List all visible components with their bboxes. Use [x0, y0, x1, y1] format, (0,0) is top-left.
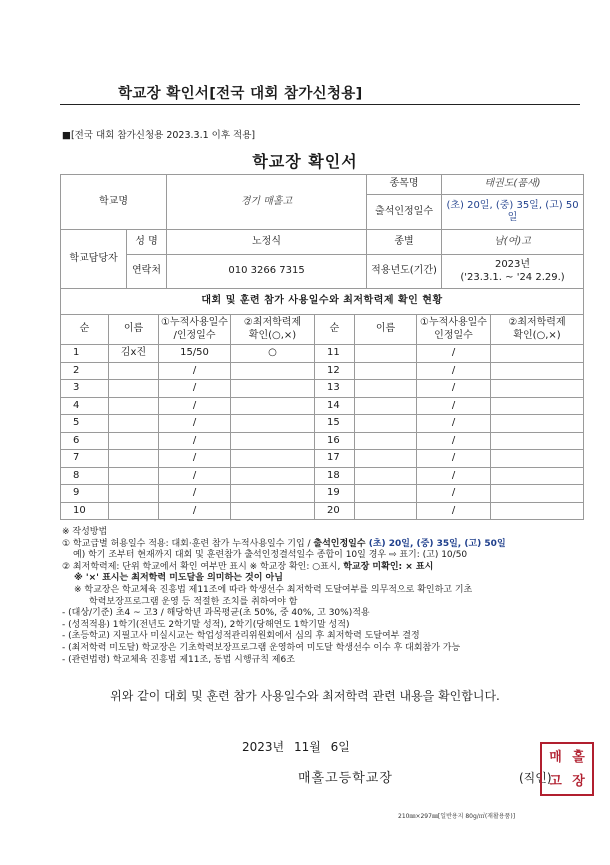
row-no: 9: [61, 485, 109, 503]
row-name: [109, 450, 159, 468]
confirmation-statement: 위와 같이 대회 및 훈련 참가 사용일수와 최저학력 관련 내용을 확인합니다.: [110, 689, 500, 703]
detail-elementary: - (초등학교) 지필고사 미실시교는 학업성적관리위원회에서 심의 후 최저학력 도달여부 결정: [62, 631, 420, 642]
col-days-right: ①누적사용일수 인정일수: [417, 315, 491, 345]
row-no: 5: [61, 415, 109, 433]
applicability-note: ■[전국 대회 참가신청용 2023.3.1 이후 적용]: [62, 130, 256, 141]
contact-value: 010 3266 7315: [167, 255, 367, 289]
row-days: /: [159, 397, 231, 415]
school-value: 경기 매홀고: [167, 175, 367, 230]
row-name: [355, 485, 417, 503]
row-acad: [491, 467, 584, 485]
row-no: 3: [61, 380, 109, 398]
row-acad: [231, 467, 315, 485]
row-days: /: [417, 362, 491, 380]
row-name: [109, 467, 159, 485]
seal-char: 장: [572, 774, 585, 789]
row-name: [355, 432, 417, 450]
row-name: [355, 397, 417, 415]
note-2-x: ※ '×' 표시는 최저학력 미도달을 의미하는 것이 아님: [74, 573, 283, 584]
document-title: 학교장 확인서: [252, 152, 358, 171]
row-no: 8: [61, 467, 109, 485]
row-days: /: [159, 432, 231, 450]
issue-date: 2023년 11월 6일: [242, 740, 350, 754]
row-acad: [231, 432, 315, 450]
row-name: [355, 362, 417, 380]
col-name-left: 이름: [109, 315, 159, 345]
row-name: [355, 450, 417, 468]
row-days: /: [417, 380, 491, 398]
row-no: 2: [61, 362, 109, 380]
detail-target: - (대상/기준) 초4 ~ 고3 / 해당학년 과목평균(초 50%, 중 40%, 고 30%)적용: [62, 608, 370, 619]
row-name: [355, 502, 417, 520]
row-name: [109, 415, 159, 433]
note-1-example: 예) 학기 조부터 현재까지 대회 및 훈련참가 출석인정결석일수 종합이 10일 경우 ⇨ 표기: (고) 10/50: [73, 550, 468, 561]
row-acad: [231, 397, 315, 415]
row-acad: [231, 362, 315, 380]
table-row: [61, 450, 584, 468]
row-days: /: [159, 502, 231, 520]
row-no: 6: [61, 432, 109, 450]
seal-label: (직인): [519, 771, 552, 785]
row-acad: [491, 397, 584, 415]
row-name: [355, 467, 417, 485]
year-label: 적용년도(기간): [367, 255, 442, 289]
note-1: ① 학교급별 허용일수 적용: 대회·훈련 참가 누적사용일수 기입 / 출석인정일수 (초) 20일, (중) 35일, (고) 50일: [62, 538, 506, 549]
row-acad: [231, 502, 315, 520]
seal-char: 홀: [572, 750, 585, 765]
paper-spec: 210㎜×297㎜[일반용지 80g/㎡(재활용품)]: [398, 813, 516, 820]
days-label: 출석인정일수: [367, 195, 442, 230]
row-name: [109, 397, 159, 415]
row-name: [109, 485, 159, 503]
row-days: /: [417, 467, 491, 485]
instructions: [62, 527, 592, 666]
col-no-right: 순: [315, 315, 355, 345]
col-no-left: 순: [61, 315, 109, 345]
row-days: /: [159, 450, 231, 468]
row-days: /: [417, 502, 491, 520]
event-label: 종목명: [367, 175, 442, 195]
note-2-duty: ※ 학교장은 학교체육 진흥법 제11조에 따라 학생선수 최저학력 도달여부를 의무적으로 확인하고 기초: [74, 584, 473, 595]
row-days: /: [417, 485, 491, 503]
table-row: [61, 345, 584, 363]
row-acad: ○: [231, 345, 315, 363]
name-label: 성 명: [127, 230, 167, 255]
row-name: [109, 432, 159, 450]
row-acad: [491, 450, 584, 468]
row-no: 18: [315, 467, 355, 485]
row-acad: [231, 485, 315, 503]
header-title: 학교장 확인서[전국 대회 참가신청용]: [118, 86, 363, 102]
row-days: 15/50: [159, 345, 231, 363]
section-title: 대회 및 훈련 참가 사용일수와 최저학력제 확인 현황: [61, 289, 584, 315]
seal-char: 고: [549, 774, 562, 789]
contact-label: 연락처: [127, 255, 167, 289]
row-no: 16: [315, 432, 355, 450]
year-value: [442, 255, 584, 289]
year-value-period: ('23.3.1. ~ '24 2.29.): [460, 271, 565, 283]
row-acad: [491, 485, 584, 503]
row-days: /: [159, 485, 231, 503]
row-name: [109, 502, 159, 520]
row-no: 11: [315, 345, 355, 363]
row-days: /: [417, 432, 491, 450]
table-row: [61, 467, 584, 485]
table-row: [61, 380, 584, 398]
note-2-duty-cont: 학력보장프로그램 운영 등 적절한 조치를 취하여야 함: [89, 596, 298, 607]
row-name: [109, 362, 159, 380]
row-no: 13: [315, 380, 355, 398]
row-acad: [491, 345, 584, 363]
row-days: /: [417, 345, 491, 363]
teacher-label: 학교담당자: [61, 230, 127, 289]
info-table: [60, 174, 584, 315]
year-value-year: 2023년: [494, 259, 531, 270]
col-acad-left: ②최저학력제 확인(○,×): [231, 315, 315, 345]
school-label: 학교명: [61, 175, 167, 230]
col-days-left: ①누적사용일수 /인정일수: [159, 315, 231, 345]
name-value: 노정식: [167, 230, 367, 255]
detail-law: - (관련법령) 학교체육 진흥법 제11조, 동법 시행규칙 제6조: [62, 654, 295, 665]
row-name: [355, 345, 417, 363]
row-no: 19: [315, 485, 355, 503]
level-label: 종별: [367, 230, 442, 255]
row-no: 1: [61, 345, 109, 363]
detail-grades: - (성적적용) 1학기(전년도 2학기말 성적), 2학기(당해연도 1학기말 성적): [62, 619, 350, 630]
row-no: 4: [61, 397, 109, 415]
row-days: /: [159, 467, 231, 485]
row-no: 15: [315, 415, 355, 433]
row-acad: [491, 380, 584, 398]
row-no: 20: [315, 502, 355, 520]
col-acad-right: ②최저학력제 확인(○,×): [491, 315, 584, 345]
note-2: ② 최저학력제: 단위 학교에서 확인 여부만 표시 ※ 학교장 확인: ○표시, 학교장 미확인: × 표시: [62, 561, 434, 572]
row-no: 17: [315, 450, 355, 468]
row-acad: [491, 415, 584, 433]
row-acad: [491, 432, 584, 450]
seal-char: 매: [549, 750, 562, 765]
row-days: /: [159, 362, 231, 380]
event-value: 태권도(품새): [442, 175, 584, 195]
notes-heading: ※ 작성방법: [62, 527, 108, 537]
row-name: [355, 380, 417, 398]
days-value: (초) 20일, (중) 35일, (고) 50일: [442, 195, 584, 230]
row-no: 12: [315, 362, 355, 380]
table-row: [61, 432, 584, 450]
header-rule: [60, 104, 580, 105]
row-days: /: [159, 415, 231, 433]
detail-below: - (최저학력 미도달) 학교장은 기초학력보장프로그램 운영하여 미도달 학생선수 이수 후 대회참가 가능: [62, 642, 461, 653]
table-row: [61, 502, 584, 520]
table-row: [61, 415, 584, 433]
row-days: /: [417, 415, 491, 433]
school-seal-stamp: [540, 742, 594, 796]
row-acad: [491, 362, 584, 380]
row-acad: [231, 450, 315, 468]
level-value: 남(여)고: [442, 230, 584, 255]
row-name: 김x진: [109, 345, 159, 363]
table-row: [61, 397, 584, 415]
athlete-table: [60, 314, 584, 520]
row-name: [109, 380, 159, 398]
principal-title: 매홀고등학교장: [298, 771, 393, 786]
row-days: /: [159, 380, 231, 398]
row-no: 14: [315, 397, 355, 415]
row-no: 7: [61, 450, 109, 468]
col-name-right: 이름: [355, 315, 417, 345]
table-row: [61, 485, 584, 503]
row-days: /: [417, 397, 491, 415]
row-acad: [491, 502, 584, 520]
row-acad: [231, 415, 315, 433]
row-days: /: [417, 450, 491, 468]
table-row: [61, 362, 584, 380]
row-no: 10: [61, 502, 109, 520]
row-name: [355, 415, 417, 433]
row-acad: [231, 380, 315, 398]
